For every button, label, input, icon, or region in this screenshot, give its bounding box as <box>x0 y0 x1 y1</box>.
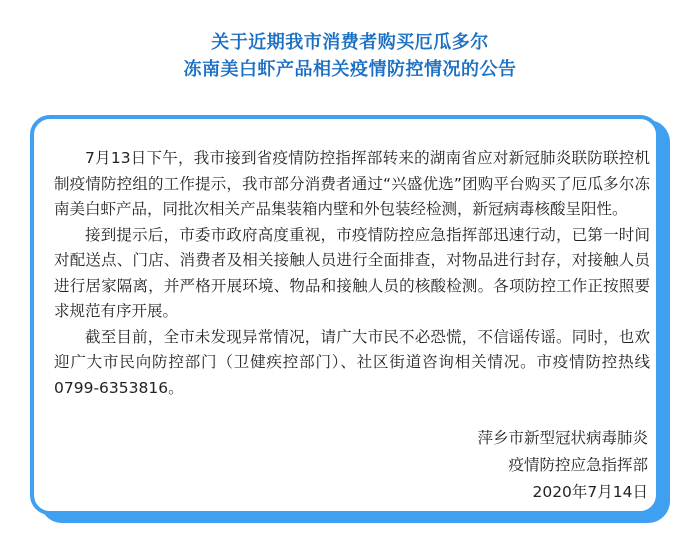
notice-title-line-2: 冻南美白虾产品相关疫情防控情况的公告 <box>183 59 517 80</box>
paragraph-2: 接到提示后，市委市政府高度重视，市疫情防控应急指挥部迅速行动，已第一时间对配送点、门店、消费者及相关接触人员进行全面排查，对物品进行封存，对接触人员进行居家隔离，并严格开展环境、物品和接触人员的核酸检测。各项防控工作正按照要求规范有序开展。 <box>54 225 650 320</box>
signature-block <box>477 425 648 506</box>
paragraph-1: 7月13日下午，我市接到省疫情防控指挥部转来的湖南省应对新冠肺炎联防联控机制疫情防控组的工作提示，我市部分消费者通过“兴盛优选”团购平台购买了厄瓜多尔冻南美白虾产品，同批次相关产品集装箱内壁和外包装经检测，新冠病毒核酸呈阳性。 <box>54 149 650 218</box>
signature-org-line-2: 疫情防控应急指挥部 <box>508 456 648 474</box>
signature-date: 2020年7月14日 <box>532 483 648 501</box>
notice-title-line-1: 关于近期我市消费者购买厄瓜多尔 <box>211 32 489 53</box>
notice-body <box>54 146 650 401</box>
signature-org-line-1: 萍乡市新型冠状病毒肺炎 <box>477 429 648 447</box>
paragraph-3: 截至目前，全市未发现异常情况，请广大市民不必恐慌，不信谣传谣。同时，也欢迎广大市民向防控部门（卫健疾控部门）、社区街道咨询相关情况。市疫情防控热线0799-6353816。 <box>54 327 650 397</box>
